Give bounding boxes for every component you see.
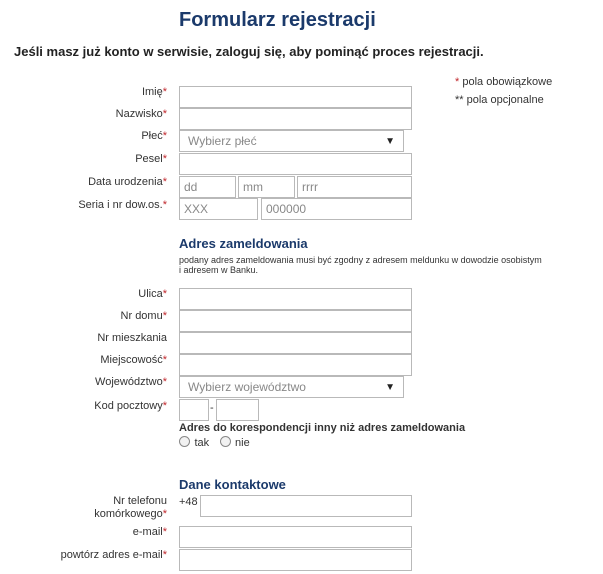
required-asterisk: * [162, 86, 167, 98]
required-asterisk: * [162, 153, 167, 165]
house-number-input[interactable] [179, 310, 412, 332]
email-input[interactable] [179, 526, 412, 548]
postal-code-part2-input[interactable] [216, 399, 259, 421]
first-name-input[interactable] [179, 86, 412, 108]
flat-number-label [97, 332, 167, 344]
voivodeship-label-text: Województwo [95, 376, 163, 388]
birth-date-label [88, 176, 167, 188]
required-asterisk: * [162, 526, 167, 538]
phone-label-line2: komórkowego [94, 508, 163, 520]
email-repeat-input[interactable] [179, 549, 412, 571]
birth-day-input[interactable] [179, 176, 236, 198]
optional-mark: ** [455, 94, 464, 106]
address-note-line2: i adresem w Banku. [179, 265, 259, 275]
postal-code-label [94, 400, 167, 412]
birth-month-placeholder: mm [243, 180, 263, 194]
city-label [100, 354, 167, 366]
id-number-placeholder: 000000 [266, 202, 307, 216]
birth-year-placeholder: rrrr [302, 180, 318, 194]
legend-required [455, 76, 552, 88]
house-number-label [121, 310, 167, 322]
birth-day-placeholder: dd [184, 180, 198, 194]
contact-section-title: Dane kontaktowe [179, 477, 286, 492]
radio-yes[interactable] [179, 436, 190, 447]
id-series-input[interactable] [179, 198, 258, 220]
phone-input[interactable] [200, 495, 412, 517]
postal-code-part1-input[interactable] [179, 399, 209, 421]
street-input[interactable] [179, 288, 412, 310]
house-number-label-text: Nr domu [120, 310, 163, 322]
required-asterisk: * [162, 549, 167, 561]
pesel-label [135, 153, 167, 165]
voivodeship-select[interactable] [179, 376, 404, 398]
voivodeship-label [95, 376, 167, 388]
gender-select-value: Wybierz płeć [188, 134, 257, 148]
email-repeat-label-text: powtórz adres e-mail [60, 549, 163, 561]
phone-prefix: +48 [179, 496, 198, 508]
city-input[interactable] [179, 354, 412, 376]
pesel-label-text: Pesel [135, 153, 163, 165]
street-label-text: Ulica [138, 288, 163, 300]
required-asterisk: * [162, 400, 167, 412]
email-label [133, 526, 167, 538]
first-name-label-text: Imię [141, 86, 163, 98]
address-note [179, 255, 559, 275]
birth-year-input[interactable] [297, 176, 412, 198]
required-asterisk: * [162, 108, 167, 120]
required-asterisk: * [162, 130, 167, 142]
email-label-text: e-mail [132, 526, 163, 538]
required-asterisk: * [162, 310, 167, 322]
login-hint: Jeśli masz już konto w serwisie, zaloguj się, aby pominąć proces rejestracji. [14, 44, 484, 59]
postal-code-separator: - [210, 402, 214, 414]
address-note-line1: podany adres zameldowania musi być zgodny z adresem meldunku w dowodzie osobistym [179, 255, 542, 265]
phone-label-line1: Nr telefonu [113, 495, 167, 507]
id-number-input[interactable] [261, 198, 412, 220]
correspondence-question: Adres do korespondencji inny niż adres zameldowania [179, 422, 466, 434]
voivodeship-select-value: Wybierz województwo [188, 380, 306, 394]
required-asterisk: * [162, 288, 167, 300]
required-asterisk: * [162, 376, 167, 388]
radio-no[interactable] [220, 436, 231, 447]
page-title: Formularz rejestracji [179, 9, 376, 31]
postal-code-label-text: Kod pocztowy [94, 400, 163, 412]
gender-select[interactable] [179, 130, 404, 152]
chevron-down-icon: ▼ [385, 382, 395, 393]
radio-yes-label[interactable]: tak [194, 437, 210, 449]
birth-date-label-text: Data urodzenia [88, 176, 163, 188]
correspondence-radio-group [179, 433, 250, 451]
id-series-placeholder: XXX [184, 202, 209, 216]
city-label-text: Miejscowość [100, 354, 163, 366]
flat-number-input[interactable] [179, 332, 412, 354]
chevron-down-icon: ▼ [385, 136, 395, 147]
id-document-label-text: Seria i nr dow.os. [78, 199, 163, 211]
legend-required-text: pola obowiązkowe [459, 76, 553, 88]
required-mark: * [455, 76, 460, 88]
legend-optional-text: pola opcjonalne [463, 94, 544, 106]
flat-number-label-text: Nr mieszkania [97, 332, 167, 344]
last-name-label [116, 108, 167, 120]
address-section-title: Adres zameldowania [179, 236, 308, 251]
required-asterisk: * [162, 354, 167, 366]
required-asterisk: * [162, 176, 167, 188]
gender-label-text: Płeć [141, 130, 163, 142]
radio-no-label[interactable]: nie [235, 437, 250, 449]
id-document-label [78, 199, 167, 211]
last-name-input[interactable] [179, 108, 412, 130]
legend-optional [455, 94, 544, 106]
last-name-label-text: Nazwisko [115, 108, 163, 120]
street-label [138, 288, 167, 300]
required-asterisk: * [162, 508, 167, 520]
gender-label [141, 130, 167, 142]
pesel-input[interactable] [179, 153, 412, 175]
first-name-label [142, 86, 167, 98]
phone-label [94, 495, 167, 521]
birth-month-input[interactable] [238, 176, 295, 198]
email-repeat-label [61, 549, 167, 561]
required-asterisk: * [162, 199, 167, 211]
